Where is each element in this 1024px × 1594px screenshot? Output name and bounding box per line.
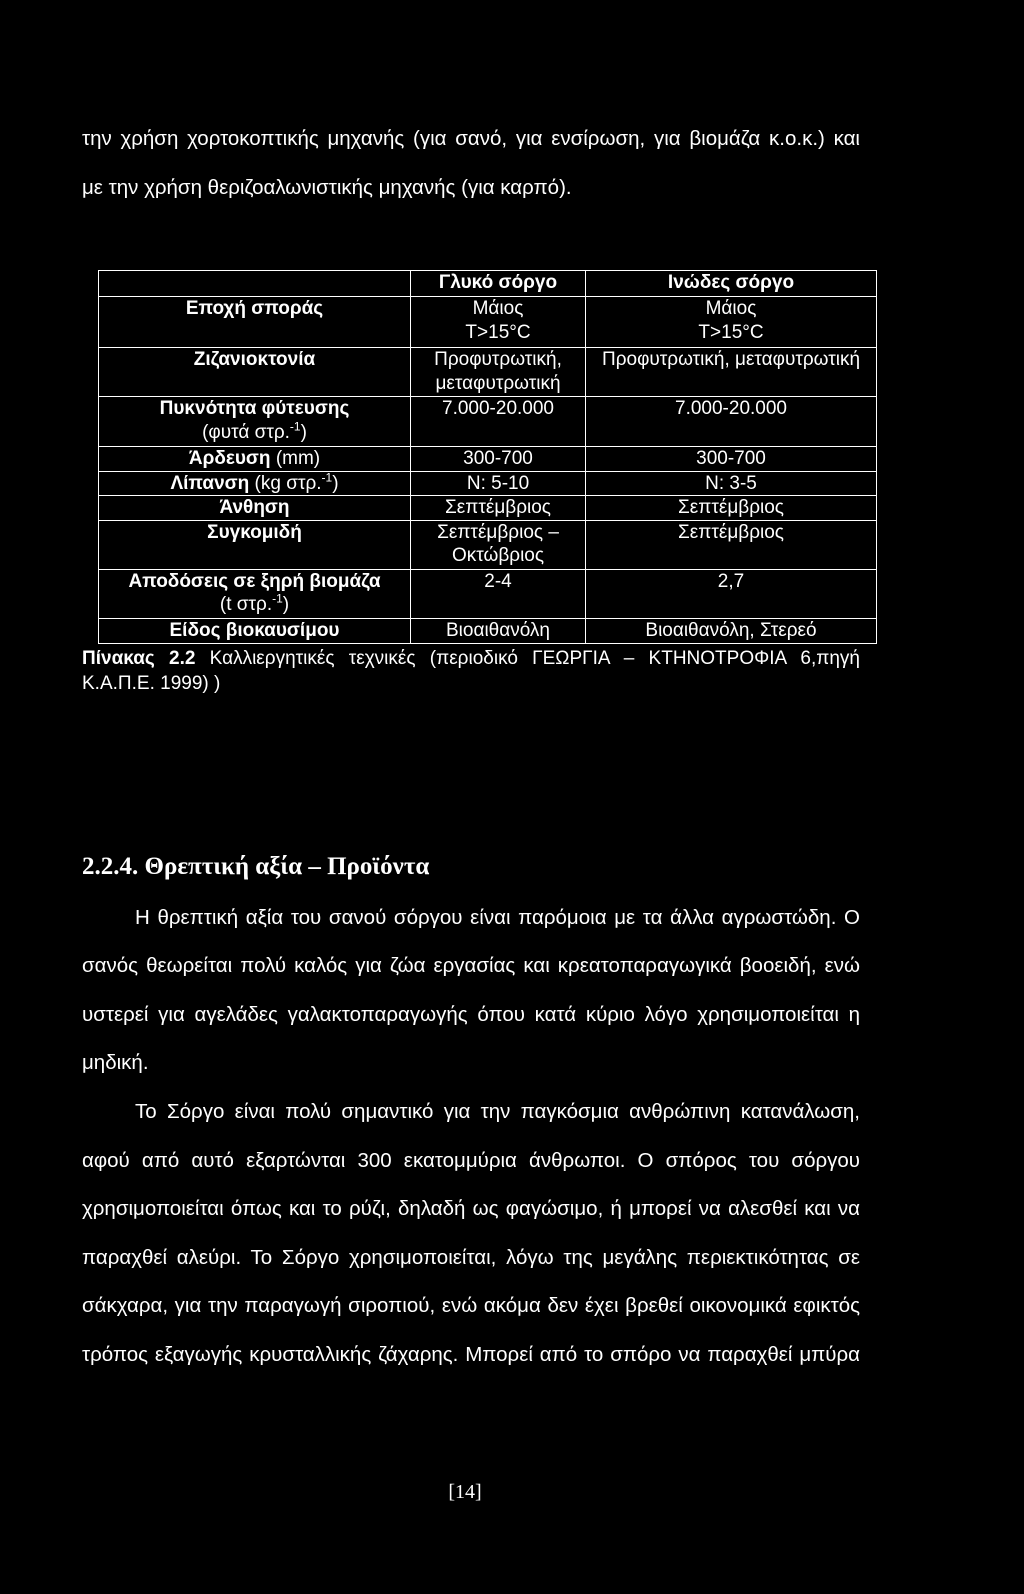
caption-label: Πίνακας 2.2	[82, 648, 196, 669]
row-head-cell	[99, 471, 411, 496]
table-header-row	[99, 271, 877, 297]
unit-text: (φυτά στρ.	[202, 421, 290, 443]
row-head-cell	[99, 496, 411, 521]
paragraph-line: σανός θεωρείται πολύ καλός για ζώα εργασίας και κρεατοπαραγωγικά βοοειδή, ενώ	[82, 954, 860, 978]
cell-value: μεταφυτρωτική	[435, 372, 561, 394]
row-head-cell	[99, 348, 411, 397]
row-unit	[254, 470, 339, 494]
sweet-sorghum-cell	[411, 447, 586, 472]
sweet-sorghum-cell	[411, 348, 586, 397]
cell-value: 7.000-20.000	[442, 398, 554, 419]
table-row	[99, 397, 877, 447]
table-row	[99, 471, 877, 496]
paragraph-line: παραχθεί αλεύρι. Το Σόργο χρησιμοποιείται, λόγω της μεγάλης περιεκτικότητας σε	[82, 1245, 860, 1269]
paragraph-line: αφού από αυτό εξαρτώνται 300 εκατομμύρια άνθρωποι. Ο σπόρος του σόργου	[82, 1148, 860, 1172]
cell-value: N: 3-5	[705, 472, 757, 494]
row-head-cell	[99, 447, 411, 472]
paragraph-line: σάκχαρα, για την παραγωγή σιροπιού, ενώ ακόμα δεν έχει βρεθεί οικονομικά εφικτός	[82, 1294, 860, 1318]
row-head-cell	[99, 569, 411, 618]
cell-value: 300-700	[696, 448, 766, 469]
fiber-sorghum-cell	[586, 496, 877, 521]
page-number: [14]	[448, 1481, 482, 1503]
table-row	[99, 348, 877, 397]
sweet-sorghum-cell	[411, 397, 586, 447]
table-row	[99, 520, 877, 569]
unit-text: )	[332, 472, 339, 494]
row-unit	[103, 421, 406, 445]
unit-text: )	[282, 594, 290, 615]
unit-exponent: -1	[272, 591, 283, 606]
row-head-cell	[99, 520, 411, 569]
sweet-sorghum-cell	[411, 569, 586, 618]
cell-value: N: 5-10	[466, 472, 530, 494]
sweet-sorghum-cell	[411, 297, 586, 348]
cell-value: Προφυτρωτική, μεταφυτρωτική	[601, 349, 861, 370]
caption-line	[82, 646, 860, 671]
row-head-cell	[99, 297, 411, 348]
header-fiber-sorghum: Ινώδες σόργο	[586, 271, 877, 297]
row-label: Εποχή σποράς	[185, 298, 324, 319]
row-label: Λίπανση	[170, 472, 250, 494]
fiber-sorghum-cell	[586, 348, 877, 397]
paragraph-line: υστερεί για αγελάδες γαλακτοπαραγωγής όπου κατά κύριο λόγο χρησιμοποιείται η	[82, 1002, 860, 1026]
intro-line: την χρήση χορτοκοπτικής μηχανής (για σανό, για ενσίρωση, για βιομάζα κ.ο.κ.) και	[82, 126, 860, 150]
intro-paragraph	[82, 114, 860, 212]
paragraph-line: Το Σόργο είναι πολύ σημαντικό για την παγκόσμια ανθρώπινη κατανάλωση,	[135, 1100, 860, 1124]
unit-text: (t στρ.	[219, 594, 273, 615]
cell-value: Μάιος	[705, 298, 757, 319]
row-head-cell	[99, 618, 411, 643]
row-label: Άνθηση	[219, 497, 290, 518]
section-heading	[82, 852, 860, 882]
cell-value: 300-700	[463, 448, 533, 469]
cell-value: Βιοαιθανόλη, Στερεό	[645, 619, 817, 641]
header-sweet-sorghum: Γλυκό σόργο	[411, 271, 586, 297]
row-label: Συγκομιδή	[207, 521, 302, 543]
unit-text: (kg στρ.	[254, 472, 322, 494]
row-unit: (mm)	[275, 448, 321, 469]
table-row	[99, 496, 877, 521]
paragraph	[82, 1088, 860, 1380]
row-head-cell	[99, 397, 411, 447]
sweet-sorghum-cell	[411, 471, 586, 496]
row-label: Ζιζανιοκτονία	[193, 349, 316, 370]
cell-value: Σεπτέμβριος –	[437, 521, 559, 543]
paragraph-line: τρόπος εξαγωγής κρυσταλλικής ζάχαρης. Μπορεί από το σπόρο να παραχθεί μπύρα	[82, 1343, 860, 1367]
cell-value: Μάιος	[472, 298, 524, 319]
cell-value: 2-4	[484, 570, 512, 592]
unit-text: )	[300, 421, 307, 443]
row-label: Άρδευση	[188, 448, 271, 469]
section-title: Θρεπτική αξία – Προϊόντα	[144, 853, 430, 880]
cell-value: T>15°C	[465, 321, 531, 343]
row-unit	[103, 593, 406, 617]
fiber-sorghum-cell	[586, 520, 877, 569]
sweet-sorghum-cell	[411, 618, 586, 643]
cell-value: Σεπτέμβριος	[678, 497, 784, 518]
fiber-sorghum-cell	[586, 297, 877, 348]
cell-value: Σεπτέμβριος	[445, 497, 551, 518]
cell-value: T>15°C	[698, 321, 764, 343]
table-row	[99, 569, 877, 618]
header-empty-cell	[99, 271, 411, 297]
fiber-sorghum-cell	[586, 397, 877, 447]
sweet-sorghum-cell	[411, 520, 586, 569]
paragraph-line: Η θρεπτική αξία του σανού σόργου είναι παρόμοια με τα άλλα αγρωστώδη. Ο	[135, 905, 860, 929]
fiber-sorghum-cell	[586, 447, 877, 472]
cell-value: 7.000-20.000	[675, 398, 787, 419]
section-number: 2.2.4.	[82, 853, 139, 880]
paragraph-line: χρησιμοποιείται όπως και το ρύζι, δηλαδή ως φαγώσιμο, ή μπορεί να αλεσθεί και να	[82, 1197, 860, 1221]
cell-value: Βιοαιθανόλη	[446, 619, 550, 641]
table-caption	[82, 646, 860, 696]
cell-value: Οκτώβριος	[451, 545, 545, 566]
table-row	[99, 297, 877, 348]
caption-line: Κ.Α.Π.Ε. 1999) )	[82, 673, 221, 694]
unit-exponent: -1	[321, 470, 333, 485]
table-row	[99, 447, 877, 472]
intro-line: με την χρήση θεριζοαλωνιστικής μηχανής (για καρπό).	[82, 175, 572, 199]
body-text	[82, 894, 860, 1380]
row-label: Αποδόσεις σε ξηρή βιομάζα	[128, 570, 381, 592]
cell-value: 2,7	[717, 570, 745, 592]
fiber-sorghum-cell	[586, 618, 877, 643]
cell-value: Σεπτέμβριος	[678, 521, 784, 543]
cell-value: Προφυτρωτική,	[434, 349, 562, 370]
table-row	[99, 618, 877, 643]
sweet-sorghum-cell	[411, 496, 586, 521]
fiber-sorghum-cell	[586, 569, 877, 618]
unit-exponent: -1	[289, 419, 301, 434]
row-label: Πυκνότητα φύτευσης	[159, 398, 350, 419]
paragraph	[82, 894, 860, 1088]
cultivation-techniques-table	[98, 270, 877, 644]
caption-text: Καλλιεργητικές τεχνικές (περιοδικό ΓΕΩΡΓΙΑ – ΚΤΗΝΟΤΡΟΦΙΑ 6,πηγή	[209, 648, 860, 669]
paragraph-line: μηδική.	[82, 1051, 149, 1075]
fiber-sorghum-cell	[586, 471, 877, 496]
row-label: Είδος βιοκαυσίμου	[169, 619, 340, 641]
